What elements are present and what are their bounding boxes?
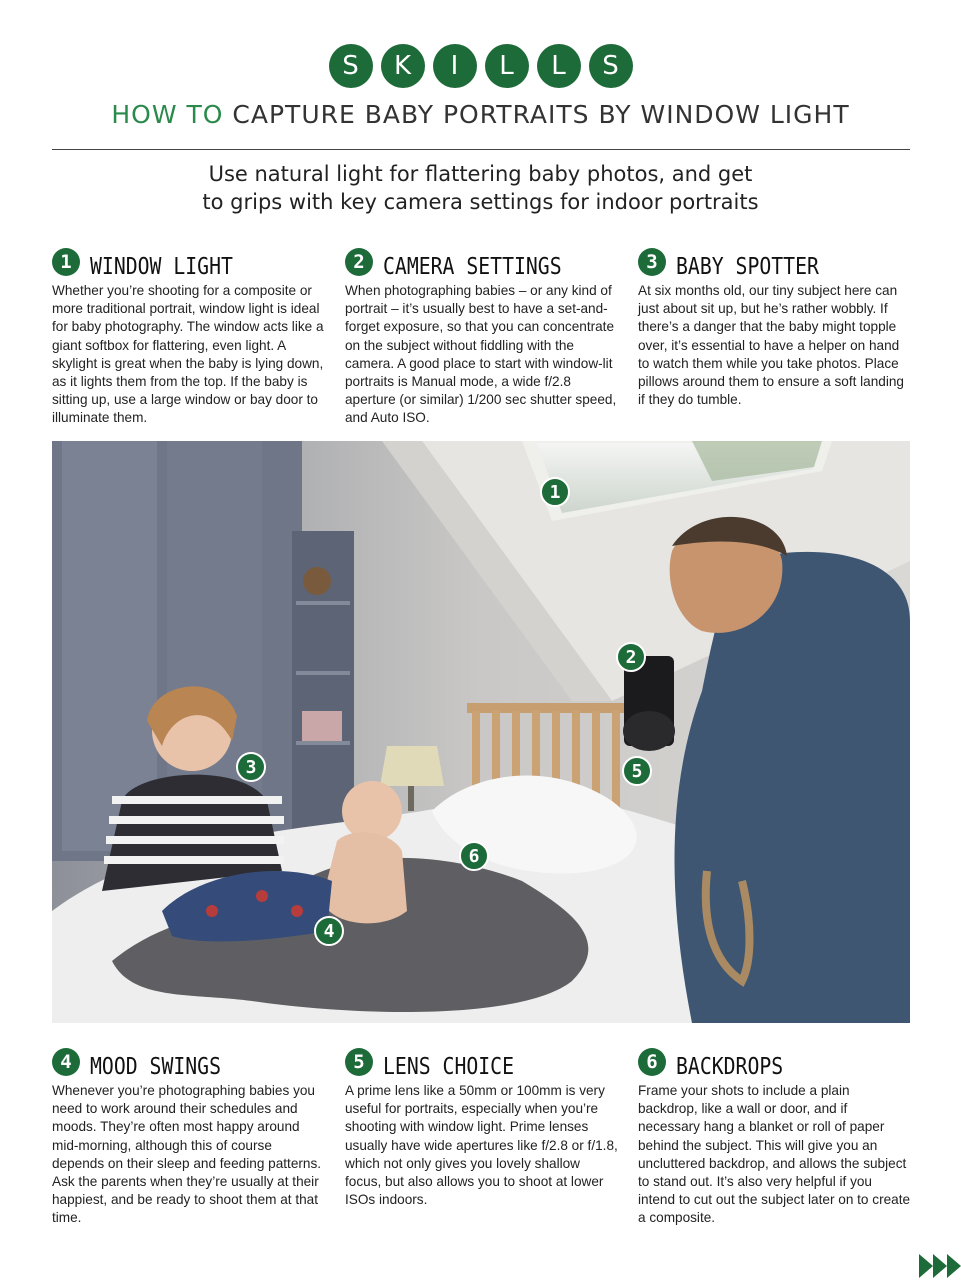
title-highlight: HOW TO (111, 100, 224, 129)
section-number-badge: 1 (52, 248, 80, 276)
section-number-badge: 2 (345, 248, 373, 276)
page-subtitle (0, 160, 961, 216)
title-rest: CAPTURE BABY PORTRAITS BY WINDOW LIGHT (223, 100, 850, 129)
section-baby-spotter (638, 246, 912, 409)
portrait-photo (52, 441, 910, 1023)
section-body: At six months old, our tiny subject here can just about sit up, but he’s rather wobbly. If there’s a danger that the baby might topple over, it’s essential to have a helper on hand to watch them while you take photos. Place pillows around them to ensure a soft landing if they do tumble. (638, 283, 904, 408)
section-lens-choice (345, 1046, 619, 1209)
divider (52, 149, 910, 150)
skills-banner (0, 44, 961, 88)
photo-badge-6: 6 (459, 841, 489, 871)
photo-badge-5: 5 (622, 756, 652, 786)
section-heading: WINDOW LIGHT (90, 254, 233, 280)
section-camera-settings (345, 246, 619, 428)
section-number-badge: 3 (638, 248, 666, 276)
skills-letter: S (589, 44, 633, 88)
section-body: Frame your shots to include a plain backdrop, like a wall or door, and if necessary hang a blanket or roll of paper behind the subject. This will give you an uncluttered backdrop, and allows the subject to stand out. It’s also very helpful if you intend to cut out the subject later on to create a composite. (638, 1083, 911, 1226)
section-backdrops (638, 1046, 912, 1228)
skills-letter: S (329, 44, 373, 88)
section-heading: MOOD SWINGS (90, 1054, 222, 1080)
section-body: When photographing babies – or any kind of portrait – it’s usually best to have a set-and-forget exposure, so that you can concentrate on the subject without fiddling with the camera. A good place to start with window-lit portraits is Manual mode, a wide f/2.8 aperture (or similar) 1/200 sec shutter speed, and Auto ISO. (345, 283, 617, 426)
section-window-light (52, 246, 326, 428)
skills-letter: K (381, 44, 425, 88)
photo-badge-2: 2 (616, 642, 646, 672)
subtitle-line-2: to grips with key camera settings for indoor portraits (202, 190, 759, 214)
skills-letter: I (433, 44, 477, 88)
section-body: Whenever you’re photographing babies you need to work around their schedules and moods. They’re often most happy around mid-morning, although this of course depends on their sleep and feeding patterns. Ask the parents when they’re usually at their happiest, and be ready to shoot them at that time. (52, 1083, 322, 1226)
photo-illustration (52, 441, 910, 1023)
triple-chevron-right-icon[interactable] (919, 1254, 961, 1278)
section-heading: BACKDROPS (676, 1054, 784, 1080)
section-heading: CAMERA SETTINGS (383, 254, 562, 280)
section-body: A prime lens like a 50mm or 100mm is very useful for portraits, especially when you’re shooting with window light. Prime lenses usually have wide apertures like f/2.8 or f/1.8, which not only gives you lovely shallow focus, but also allows you to shoot at lower ISOs indoors. (345, 1083, 618, 1208)
photo-badge-3: 3 (236, 752, 266, 782)
section-heading: BABY SPOTTER (676, 254, 819, 280)
section-number-badge: 6 (638, 1048, 666, 1076)
photo-badge-1: 1 (540, 477, 570, 507)
photo-badge-4: 4 (314, 916, 344, 946)
section-body: Whether you’re shooting for a composite or more traditional portrait, window light is ideal for baby photography. The window acts like a giant softbox for flattering, even light. A skylight is great when the baby is lying down, as it lights them from the top. If the baby is sitting up, use a large window or bay door to illuminate them. (52, 283, 324, 426)
section-mood-swings (52, 1046, 326, 1228)
skills-letter: L (537, 44, 581, 88)
section-number-badge: 4 (52, 1048, 80, 1076)
subtitle-line-1: Use natural light for flattering baby photos, and get (208, 162, 753, 186)
skills-letter: L (485, 44, 529, 88)
section-number-badge: 5 (345, 1048, 373, 1076)
page-title (0, 100, 961, 129)
section-heading: LENS CHOICE (383, 1054, 515, 1080)
